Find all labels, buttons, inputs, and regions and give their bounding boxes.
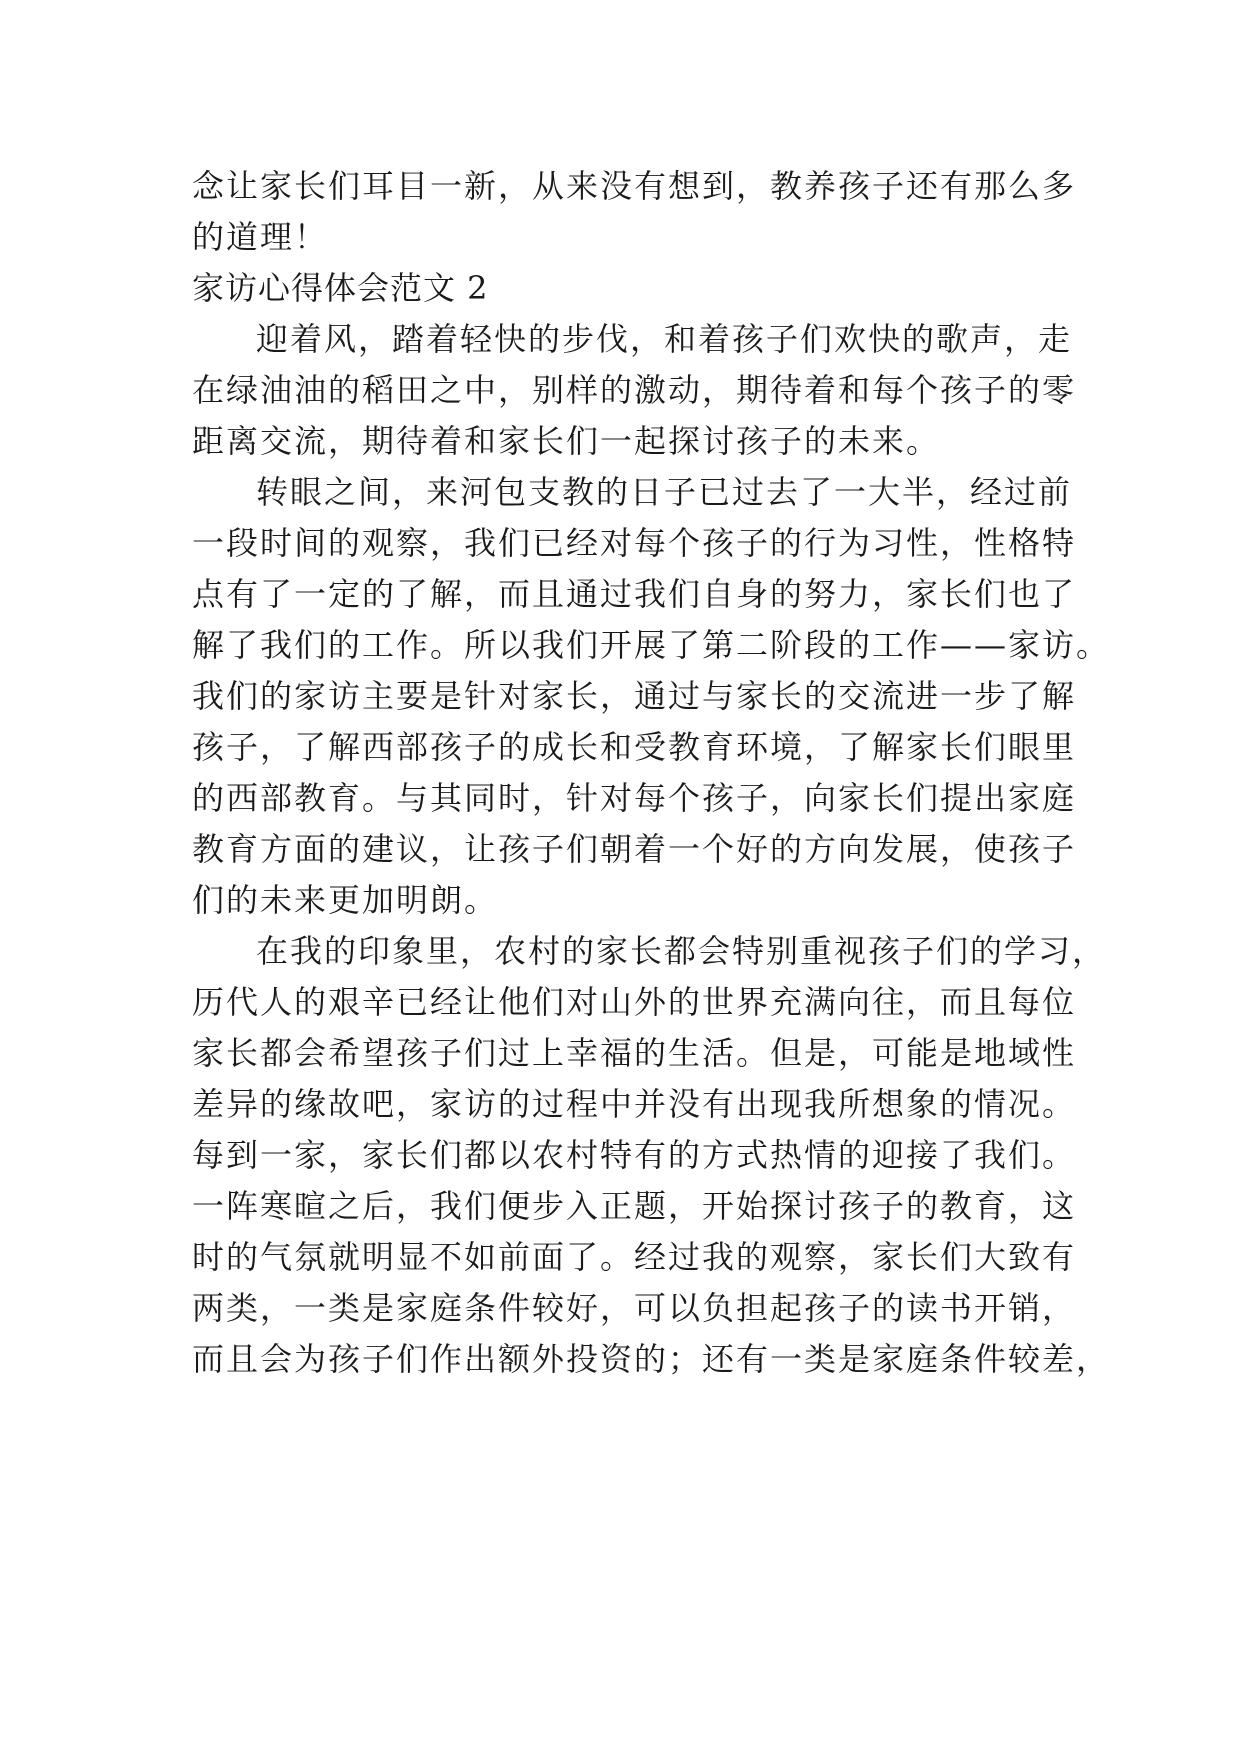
- text-line: 们的未来更加明朗。: [192, 881, 499, 919]
- text-line: 教育方面的建议，让孩子们朝着一个好的方向发展，使孩子: [192, 830, 1077, 868]
- paragraph-first-line: 迎着风，踏着轻快的步伐，和着孩子们欢快的歌声，走: [256, 320, 1073, 358]
- text-line: 距离交流，期待着和家长们一起探讨孩子的未来。: [192, 422, 941, 460]
- text-line: 在绿油油的稻田之中，别样的激动，期待着和每个孩子的零: [192, 371, 1077, 409]
- text-line: 两类，一类是家庭条件较好，可以负担起孩子的读书开销，: [192, 1289, 1077, 1327]
- text-line: 差异的缘故吧，家访的过程中并没有出现我所想象的情况。: [192, 1085, 1077, 1123]
- paragraph-first-line: 在我的印象里，农村的家长都会特别重视孩子们的学习，: [256, 932, 1107, 970]
- text-line: 点有了一定的了解，而且通过我们自身的努力，家长们也了: [192, 575, 1077, 613]
- text-line: 一段时间的观察，我们已经对每个孩子的行为习性，性格特: [192, 524, 1077, 562]
- paragraph-first-line: 转眼之间，来河包支教的日子已过去了一大半，经过前: [256, 473, 1073, 511]
- text-line: 每到一家，家长们都以农村特有的方式热情的迎接了我们。: [192, 1136, 1077, 1174]
- text-line: 孩子，了解西部孩子的成长和受教育环境，了解家长们眼里: [192, 728, 1077, 766]
- text-line: 而且会为孩子们作出额外投资的；还有一类是家庭条件较差，: [192, 1340, 1111, 1378]
- text-line: 的西部教育。与其同时，针对每个孩子，向家长们提出家庭: [192, 779, 1077, 817]
- text-line: 历代人的艰辛已经让他们对山外的世界充满向往，而且每位: [192, 983, 1077, 1021]
- text-line: 时的气氛就明显不如前面了。经过我的观察，家长们大致有: [192, 1238, 1077, 1276]
- text-line: 的道理！: [192, 218, 329, 256]
- text-line: 解了我们的工作。所以我们开展了第二阶段的工作——家访。: [192, 626, 1111, 664]
- section-heading: 家访心得体会范文 2: [192, 269, 489, 307]
- text-line: 我们的家访主要是针对家长，通过与家长的交流进一步了解: [192, 677, 1077, 715]
- text-line: 一阵寒暄之后，我们便步入正题，开始探讨孩子的教育，这: [192, 1187, 1077, 1225]
- text-line: 念让家长们耳目一新，从来没有想到，教养孩子还有那么多: [192, 167, 1077, 205]
- text-line: 家长都会希望孩子们过上幸福的生活。但是，可能是地域性: [192, 1034, 1077, 1072]
